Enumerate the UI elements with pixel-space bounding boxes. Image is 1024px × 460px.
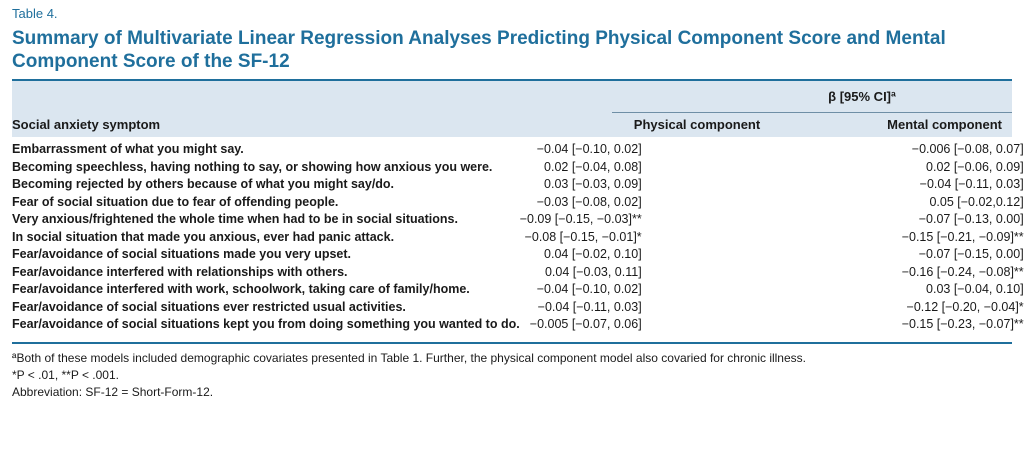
table-header <box>12 81 1012 137</box>
physical-cell: 0.04 [−0.02, 0.10] <box>544 247 642 261</box>
symptom-cell: Fear/avoidance interfered with relationships with others. <box>12 264 348 279</box>
mental-cell: 0.05 [−0.02,0.12] <box>929 194 1024 209</box>
mental-cell: 0.03 [−0.04, 0.10] <box>926 282 1024 296</box>
mental-cell: −0.006 [−0.08, 0.07] <box>911 142 1024 156</box>
symptom-cell: Fear/avoidance interfered with work, schoolwork, taking care of family/home. <box>12 282 470 296</box>
symptom-cell: Becoming rejected by others because of what you might say/do. <box>12 177 395 191</box>
table-row <box>12 141 1024 159</box>
physical-cell: 0.03 [−0.03, 0.09] <box>544 177 642 191</box>
mental-cell: −0.15 [−0.23, −0.07]** <box>901 317 1024 331</box>
physical-cell: −0.03 [−0.08, 0.02] <box>536 194 642 209</box>
symptom-cell: Fear of social situation due to fear of offending people. <box>12 194 339 209</box>
physical-cell: −0.04 [−0.10, 0.02] <box>536 142 642 156</box>
symptom-cell: Fear/avoidance of social situations made you very upset. <box>12 247 352 261</box>
table-row <box>12 229 1024 247</box>
symptom-cell: Embarrassment of what you might say. <box>12 142 244 156</box>
note-p-values: *P < .01, **P < .001. <box>12 367 119 382</box>
table-row <box>12 176 1024 194</box>
physical-cell: −0.08 [−0.15, −0.01]* <box>524 229 642 244</box>
table-row <box>12 299 1024 317</box>
note-a: ªBoth of these models included demographic covariates presented in Table 1. Further, the physical component model also covaried for chronic illness. <box>12 350 806 365</box>
physical-cell: −0.005 [−0.07, 0.06] <box>529 317 642 331</box>
column-header-mental: Mental component <box>887 117 1002 132</box>
table-row <box>12 264 1024 282</box>
symptom-cell: Fear/avoidance of social situations kept you from doing something you wanted to do. <box>12 317 520 331</box>
mental-cell: 0.02 [−0.06, 0.09] <box>926 159 1024 174</box>
physical-cell: 0.02 [−0.04, 0.08] <box>544 159 642 174</box>
physical-cell: −0.04 [−0.11, 0.03] <box>537 299 642 314</box>
mental-cell: −0.15 [−0.21, −0.09]** <box>901 229 1024 244</box>
table-row <box>12 281 1024 299</box>
regression-table <box>12 141 1024 334</box>
mental-cell: −0.07 [−0.13, 0.00] <box>918 212 1024 226</box>
symptom-cell: Becoming speechless, having nothing to say, or showing how anxious you were. <box>12 159 493 174</box>
mental-cell: −0.04 [−0.11, 0.03] <box>919 177 1024 191</box>
mental-cell: −0.07 [−0.15, 0.00] <box>918 247 1024 261</box>
symptom-cell: Fear/avoidance of social situations ever restricted usual activities. <box>12 299 406 314</box>
column-header-social-anxiety: Social anxiety symptom <box>12 117 161 132</box>
symptom-cell: In social situation that made you anxious, ever had panic attack. <box>12 229 395 244</box>
beta-underline <box>612 112 1012 113</box>
beta-header: β [95% CI]ª <box>828 89 896 104</box>
table-title: Summary of Multivariate Linear Regression Analyses Predicting Physical Component Score and Mental Component Score of the SF-12 <box>12 28 946 72</box>
physical-cell: −0.09 [−0.15, −0.03]** <box>519 212 642 226</box>
table-row <box>12 246 1024 264</box>
note-abbreviation: Abbreviation: SF-12 = Short-Form-12. <box>12 384 214 399</box>
table-row <box>12 211 1024 229</box>
table-row <box>12 159 1024 177</box>
bottom-rule <box>12 342 1012 344</box>
physical-cell: −0.04 [−0.10, 0.02] <box>536 282 642 296</box>
table-row <box>12 316 1024 334</box>
table-row <box>12 194 1024 212</box>
mental-cell: −0.16 [−0.24, −0.08]** <box>901 264 1024 279</box>
table-label: Table 4. <box>12 6 58 21</box>
mental-cell: −0.12 [−0.20, −0.04]* <box>906 299 1024 314</box>
symptom-cell: Very anxious/frightened the whole time when had to be in social situations. <box>12 212 458 226</box>
physical-cell: 0.04 [−0.03, 0.11] <box>544 264 642 279</box>
table-notes <box>12 350 1012 401</box>
column-header-physical: Physical component <box>633 117 761 132</box>
